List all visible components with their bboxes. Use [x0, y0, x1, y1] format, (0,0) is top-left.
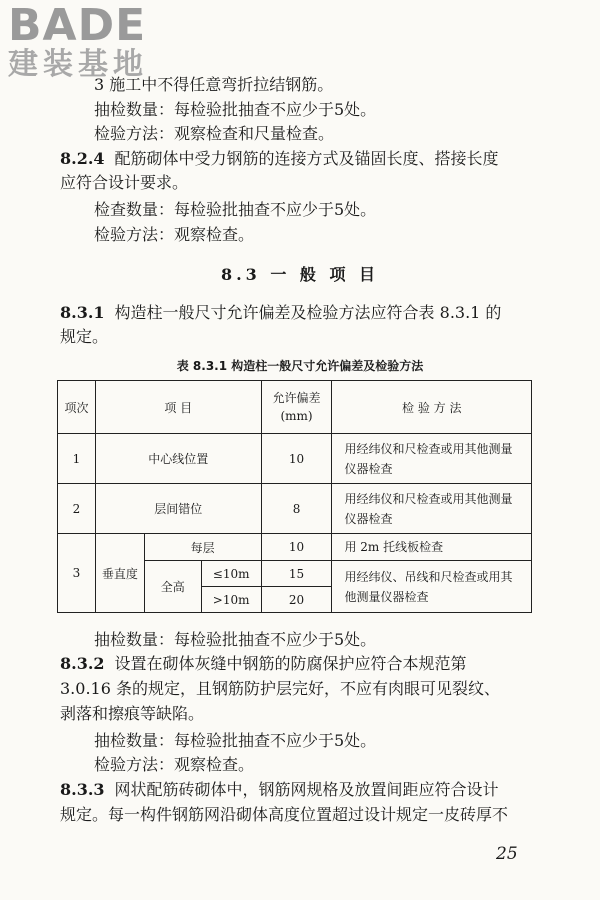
clause-number: 8.3.3	[60, 780, 105, 799]
logo-brand-en: BADE	[8, 0, 147, 51]
row-deviation: 20	[261, 587, 332, 613]
row-method-line-2: 他测量仪器检查	[344, 589, 429, 604]
top-line-3: 检验方法：观察检查和尺量检查。	[94, 124, 335, 143]
row-no: 1	[58, 434, 96, 484]
row-item: 层间错位	[95, 484, 261, 534]
section-title: 8.3 一 般 项 目	[220, 265, 380, 284]
row-method	[332, 484, 532, 534]
clause-8-3-1-line-1	[60, 302, 501, 324]
row-deviation: 15	[261, 561, 332, 587]
row-method-line-2: 仪器检查	[344, 511, 393, 526]
clause-8-3-2-line-3: 剥落和擦痕等缺陷。	[60, 704, 205, 723]
header-deviation	[261, 381, 332, 434]
clause-text: 设置在砌体灰缝中钢筋的防腐保护应符合本规范第	[114, 654, 467, 673]
clause-8-3-3-line-2: 规定。每一构件钢筋网沿砌体高度位置超过设计规定一皮砖厚不	[60, 805, 509, 824]
row-method-line-2: 仪器检查	[344, 461, 393, 476]
clause-8-3-2-method: 检验方法：观察检查。	[94, 755, 255, 774]
row-deviation: 10	[261, 534, 332, 561]
row-deviation: 10	[261, 434, 332, 484]
page-number: 25	[496, 844, 518, 864]
row-method-line-1: 用经纬仪和尺检查或用其他测量	[344, 491, 513, 506]
top-line-1: 3 施工中不得任意弯折拉结钢筋。	[94, 75, 334, 94]
table-check-count: 抽检数量：每检验批抽查不应少于5处。	[94, 630, 377, 649]
row-no: 3	[58, 534, 96, 613]
header-deviation-unit: (mm)	[280, 409, 313, 423]
header-item: 项 目	[95, 381, 261, 434]
clause-number: 8.3.2	[60, 654, 105, 673]
row-condition-le-10m: ≤10m	[201, 561, 261, 587]
row-method	[332, 434, 532, 484]
row-method-line-1: 用经纬仪和尺检查或用其他测量	[344, 441, 513, 456]
table-title: 表 8.3.1 构造柱一般尺寸允许偏差及检验方法	[176, 359, 424, 373]
row-condition-gt-10m: >10m	[201, 587, 261, 613]
row-subitem-each-floor: 每层	[144, 534, 261, 561]
deviation-table	[57, 380, 532, 613]
clause-number: 8.3.1	[60, 303, 105, 322]
clause-8-2-4-check: 检查数量：每检验批抽查不应少于5处。	[94, 200, 377, 219]
row-method: 用 2m 托线板检查	[332, 534, 532, 561]
clause-text: 配筋砌体中受力钢筋的连接方式及锚固长度、搭接长度	[114, 149, 499, 168]
header-method: 检 验 方 法	[332, 381, 532, 434]
row-method	[332, 561, 532, 613]
clause-text: 构造柱一般尺寸允许偏差及检验方法应符合表 8.3.1 的	[114, 303, 502, 322]
table-row	[58, 534, 532, 561]
header-deviation-label: 允许偏差	[272, 391, 321, 405]
clause-8-3-2-line-1	[60, 653, 467, 675]
row-item: 垂直度	[95, 534, 144, 613]
clause-8-2-4-method: 检验方法：观察检查。	[94, 225, 255, 244]
row-deviation: 8	[261, 484, 332, 534]
row-method-line-1: 用经纬仪、吊线和尺检查或用其	[344, 569, 513, 584]
clause-8-2-4-line-1	[60, 148, 499, 170]
table-row	[58, 484, 532, 534]
table-header-row	[58, 381, 532, 434]
row-subitem-full-height: 全高	[144, 561, 201, 613]
clause-text: 网状配筋砖砌体中，钢筋网规格及放置间距应符合设计	[114, 780, 499, 799]
clause-8-3-2-check: 抽检数量：每检验批抽查不应少于5处。	[94, 731, 377, 750]
row-no: 2	[58, 484, 96, 534]
clause-number: 8.2.4	[60, 149, 105, 168]
logo-brand-cn: 建装基地	[8, 47, 148, 82]
clause-8-3-2-line-2: 3.0.16 条的规定，且钢筋防护层完好，不应有肉眼可见裂纹、	[60, 679, 500, 698]
row-item: 中心线位置	[95, 434, 261, 484]
top-line-2: 抽检数量：每检验批抽查不应少于5处。	[94, 100, 377, 119]
clause-8-3-3-line-1	[60, 779, 499, 801]
header-item-no: 项次	[58, 381, 96, 434]
table-row	[58, 434, 532, 484]
clause-8-2-4-line-2: 应符合设计要求。	[60, 173, 189, 192]
clause-8-3-1-line-2: 规定。	[60, 327, 109, 346]
bade-watermark-logo	[8, 0, 198, 82]
